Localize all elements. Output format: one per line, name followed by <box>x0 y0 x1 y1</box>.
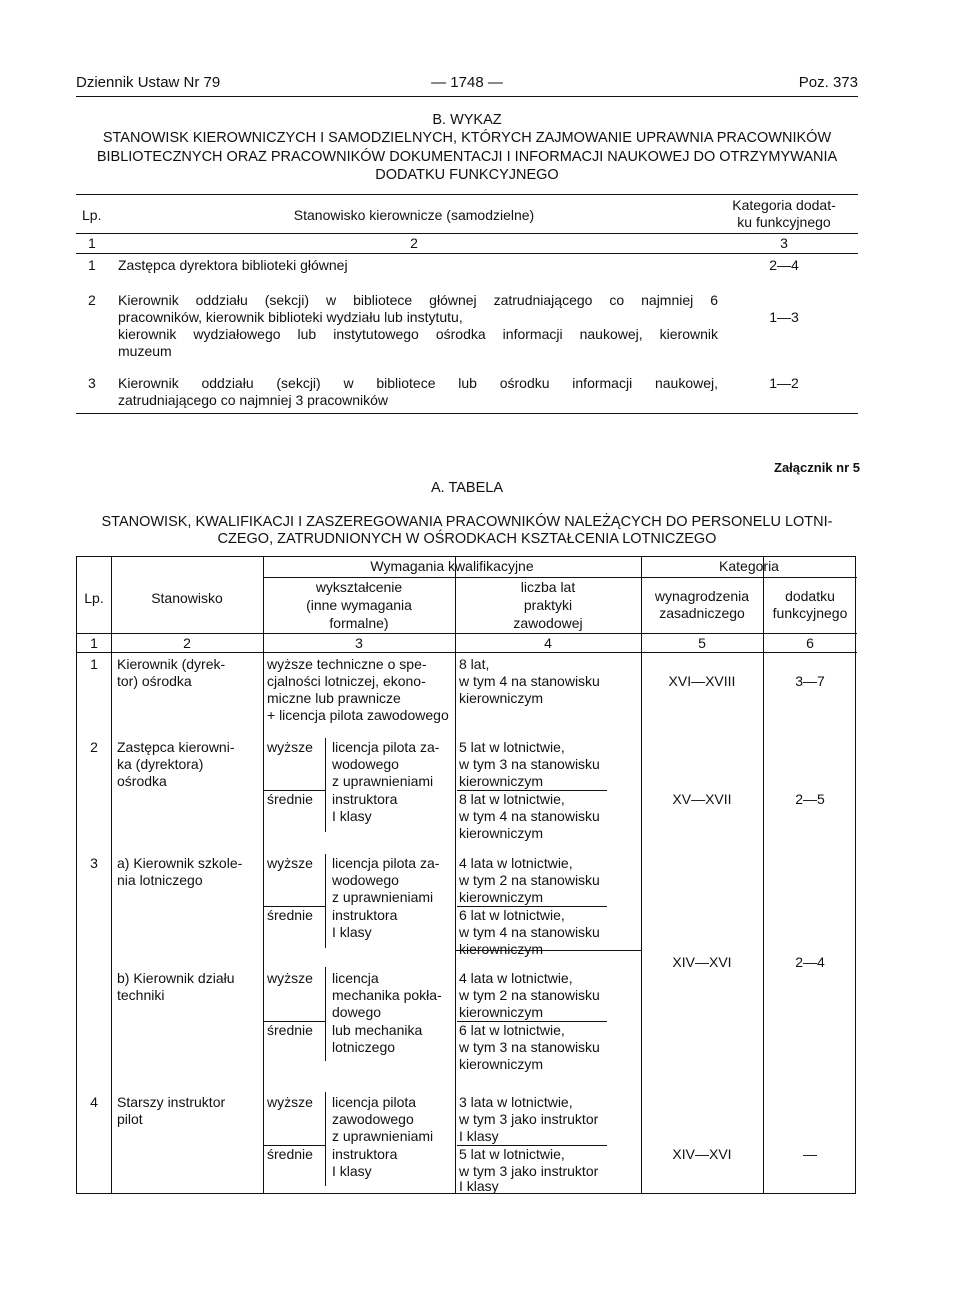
table-b <box>76 194 858 414</box>
row-licencja: instruktora <box>332 1146 398 1162</box>
row-dodatek: 2—4 <box>795 954 825 970</box>
row-liczba-lat: kierowniczym <box>459 1056 544 1072</box>
header-wyksztalcenie: (inne wymagania <box>306 597 412 613</box>
row-text: Zastępca dyrektora biblioteki głównej <box>118 257 348 273</box>
row-licencja: licencja pilota za- <box>332 855 440 871</box>
col-number: 2 <box>183 635 191 651</box>
header-wynagrodzenia: zasadniczego <box>659 605 745 621</box>
row-licencja: z uprawnieniami <box>332 889 434 905</box>
col-number: 3 <box>780 235 788 251</box>
header-wyksztalcenie: wykształcenie <box>315 579 403 595</box>
row-licencja: wodowego <box>332 872 399 888</box>
col-stanowisko-header: Stanowisko kierownicze (samodzielne) <box>293 207 535 223</box>
row-liczba-lat: w tym 2 na stanowisku <box>459 872 600 888</box>
row-wyzsze: wyższe <box>267 855 313 871</box>
header-liczba-lat: zawodowej <box>513 615 583 631</box>
row-text: kierownik wydziałowego lub instytutowego ośrodka informacji naukowej, kierownik <box>118 326 718 342</box>
header-wyksztalcenie: formalne) <box>329 615 389 631</box>
row-stanowisko: techniki <box>117 987 165 1003</box>
table-a <box>76 556 856 1194</box>
header-dodatku: funkcyjnego <box>772 605 848 621</box>
row-srednie: średnie <box>267 1022 313 1038</box>
row-liczba-lat: w tym 4 na stanowisku <box>459 673 600 689</box>
row-text: Kierownik oddziału (sekcji) w bibliotece lub ośrodku informacji naukowej, <box>118 375 718 391</box>
row-licencja: licencja pilota <box>332 1094 417 1110</box>
row-liczba-lat: kierowniczym <box>459 941 544 957</box>
row-licencja: instruktora <box>332 791 398 807</box>
row-wyzsze: wyższe <box>267 1094 313 1110</box>
row-stanowisko: pilot <box>117 1111 143 1127</box>
row-licencja: licencja pilota za- <box>332 739 440 755</box>
row-wynagrodzenie: XV—XVII <box>672 791 732 807</box>
column-rule <box>325 854 326 948</box>
col-number: 1 <box>88 235 96 251</box>
col-number: 3 <box>355 635 363 651</box>
row-stanowisko: tor) ośrodka <box>117 673 192 689</box>
row-liczba-lat: kierowniczym <box>459 1004 544 1020</box>
row-licencja: wodowego <box>332 756 399 772</box>
section-b-title-1: B. WYKAZ <box>432 112 502 128</box>
section-a-title-1: A. TABELA <box>431 480 503 496</box>
header-rule <box>641 577 857 578</box>
row-liczba-lat: w tym 4 na stanowisku <box>459 924 600 940</box>
row-liczba-lat: w tym 4 na stanowisku <box>459 808 600 824</box>
header-liczba-lat: praktyki <box>523 597 573 613</box>
row-lp: 1 <box>88 257 96 273</box>
row-text: zatrudniającego co najmniej 3 pracowników <box>118 392 389 408</box>
row-lp: 2 <box>90 739 98 755</box>
row-licencja: I klasy <box>332 924 372 940</box>
row-licencja: I klasy <box>332 1163 372 1179</box>
col-number: 5 <box>698 635 706 651</box>
row-liczba-lat: w tym 3 na stanowisku <box>459 756 600 772</box>
row-stanowisko: a) Kierownik szkole- <box>117 855 243 871</box>
row-wyksztalcenie: wyższe techniczne o spe- <box>267 656 427 672</box>
row-stanowisko: ka (dyrektora) <box>117 756 204 772</box>
row-licencja: dowego <box>332 1004 382 1020</box>
row-text: pracowników, kierownik biblioteki wydziału lub instytutu, <box>118 309 463 325</box>
row-stanowisko: nia lotniczego <box>117 872 203 888</box>
row-wyksztalcenie: cjalności lotniczej, ekono- <box>267 673 426 689</box>
row-kategoria: 1—3 <box>769 309 799 325</box>
header-lp: Lp. <box>84 590 104 606</box>
col-number: 4 <box>544 635 552 651</box>
page-number: — 1748 — <box>431 74 503 91</box>
row-lp: 1 <box>90 656 98 672</box>
column-rule <box>325 967 326 1061</box>
row-dodatek: — <box>803 1146 817 1162</box>
row-stanowisko: ośrodka <box>117 773 167 789</box>
row-licencja: lotniczego <box>332 1039 396 1055</box>
row-srednie: średnie <box>267 1146 313 1162</box>
header-rule <box>263 577 641 578</box>
sub-rule <box>455 950 641 951</box>
row-dodatek: 2—5 <box>795 791 825 807</box>
row-licencja: lub mechanika <box>332 1022 423 1038</box>
sub-rule <box>263 1021 325 1022</box>
row-liczba-lat: 6 lat w lotnictwie, <box>459 907 565 923</box>
row-wynagrodzenie: XVI—XVIII <box>668 673 736 689</box>
row-srednie: średnie <box>267 791 313 807</box>
row-licencja: licencja <box>332 970 379 986</box>
attachment-label: Załącznik nr 5 <box>774 460 860 475</box>
row-liczba-lat: kierowniczym <box>459 690 544 706</box>
row-srednie: średnie <box>267 907 313 923</box>
header-liczba-lat: liczba lat <box>520 579 576 595</box>
row-liczba-lat: w tym 3 jako instruktor <box>459 1163 599 1179</box>
sub-rule <box>263 790 325 791</box>
row-stanowisko: Zastępca kierowni- <box>117 739 235 755</box>
row-liczba-lat: kierowniczym <box>459 889 544 905</box>
row-wyzsze: wyższe <box>267 739 313 755</box>
row-wyksztalcenie-note: + licencja pilota zawodowego <box>267 707 449 723</box>
position-number: Poz. 373 <box>798 74 858 91</box>
row-wyzsze: wyższe <box>267 970 313 986</box>
column-rule <box>325 1092 326 1186</box>
section-b-title-2: STANOWISK KIEROWNICZYCH I SAMODZIELNYCH, KTÓRYCH ZAJMOWANIE UPRAWNIA PRACOWNIKÓW <box>102 130 832 146</box>
running-header <box>76 74 858 94</box>
header-stanowisko: Stanowisko <box>151 590 223 606</box>
col-lp-header: Lp. <box>82 207 102 223</box>
section-b-title-4: DODATKU FUNKCYJNEGO <box>375 167 559 183</box>
row-liczba-lat: kierowniczym <box>459 773 544 789</box>
row-text: muzeum <box>118 343 172 359</box>
sub-rule <box>263 906 325 907</box>
header-rule <box>77 633 857 634</box>
row-text: Kierownik oddziału (sekcji) w bibliotece głównej zatrudniającego co najmniej 6 <box>118 292 718 308</box>
row-liczba-lat: 5 lat w lotnictwie, <box>459 1146 565 1162</box>
row-liczba-lat: I klasy <box>459 1128 499 1144</box>
row-wynagrodzenie: XIV—XVI <box>672 954 732 970</box>
col-kategoria-header-1: Kategoria dodat- <box>732 197 836 213</box>
row-kategoria: 1—2 <box>769 375 799 391</box>
header-kategoria: Kategoria <box>719 558 779 574</box>
row-stanowisko: Starszy instruktor <box>117 1094 226 1110</box>
header-rule <box>76 96 858 97</box>
row-liczba-lat: kierowniczym <box>459 825 544 841</box>
row-stanowisko: Kierownik (dyrek- <box>117 656 226 672</box>
row-licencja: z uprawnieniami <box>332 773 434 789</box>
row-stanowisko: b) Kierownik działu <box>117 970 235 986</box>
row-licencja: z uprawnieniami <box>332 1128 434 1144</box>
row-dodatek: 3—7 <box>795 673 825 689</box>
column-rule <box>325 738 326 832</box>
col-number: 2 <box>410 235 418 251</box>
row-liczba-lat: 3 lata w lotnictwie, <box>459 1094 573 1110</box>
row-wyksztalcenie: miczne lub prawnicze <box>267 690 401 706</box>
row-liczba-lat: w tym 2 na stanowisku <box>459 987 600 1003</box>
row-liczba-lat: I klasy <box>459 1178 499 1194</box>
row-licencja: instruktora <box>332 907 398 923</box>
sub-rule <box>263 1145 325 1146</box>
header-rule <box>77 652 857 653</box>
col-number: 6 <box>806 635 814 651</box>
row-liczba-lat: 8 lat, <box>459 656 490 672</box>
row-licencja: zawodowego <box>332 1111 414 1127</box>
section-a-title-2: STANOWISK, KWALIFIKACJI I ZASZEREGOWANIA PRACOWNIKÓW NALEŻĄCYCH DO PERSONELU LOTNI- <box>101 514 833 530</box>
header-wymagania: Wymagania kwalifikacyjne <box>370 558 534 574</box>
row-liczba-lat: 4 lata w lotnictwie, <box>459 855 573 871</box>
row-wynagrodzenie: XIV—XVI <box>672 1146 732 1162</box>
journal-name: Dziennik Ustaw Nr 79 <box>76 74 221 91</box>
header-wynagrodzenia: wynagrodzenia <box>654 588 750 604</box>
row-licencja: mechanika pokła- <box>332 987 442 1003</box>
row-lp: 4 <box>90 1094 98 1110</box>
row-liczba-lat: 8 lat w lotnictwie, <box>459 791 565 807</box>
row-lp: 3 <box>90 855 98 871</box>
row-liczba-lat: w tym 3 na stanowisku <box>459 1039 600 1055</box>
row-liczba-lat: 4 lata w lotnictwie, <box>459 970 573 986</box>
table-b-rule <box>76 253 858 254</box>
col-number: 1 <box>90 635 98 651</box>
table-b-rule <box>76 233 858 234</box>
row-lp: 2 <box>88 292 96 308</box>
row-liczba-lat: w tym 3 jako instruktor <box>459 1111 599 1127</box>
row-licencja: I klasy <box>332 808 372 824</box>
row-liczba-lat: 5 lat w lotnictwie, <box>459 739 565 755</box>
section-b-title-3: BIBLIOTECZNYCH ORAZ PRACOWNIKÓW DOKUMENTACJI I INFORMACJI NAUKOWEJ DO OTRZYMYWANIA <box>96 149 838 165</box>
header-dodatku: dodatku <box>785 588 835 604</box>
row-lp: 3 <box>88 375 96 391</box>
section-a-title-3: CZEGO, ZATRUDNIONYCH W OŚRODKACH KSZTAŁCENIA LOTNICZEGO <box>217 531 717 547</box>
row-liczba-lat: 6 lat w lotnictwie, <box>459 1022 565 1038</box>
row-kategoria: 2—4 <box>769 257 799 273</box>
col-kategoria-header-2: ku funkcyjnego <box>737 214 831 230</box>
